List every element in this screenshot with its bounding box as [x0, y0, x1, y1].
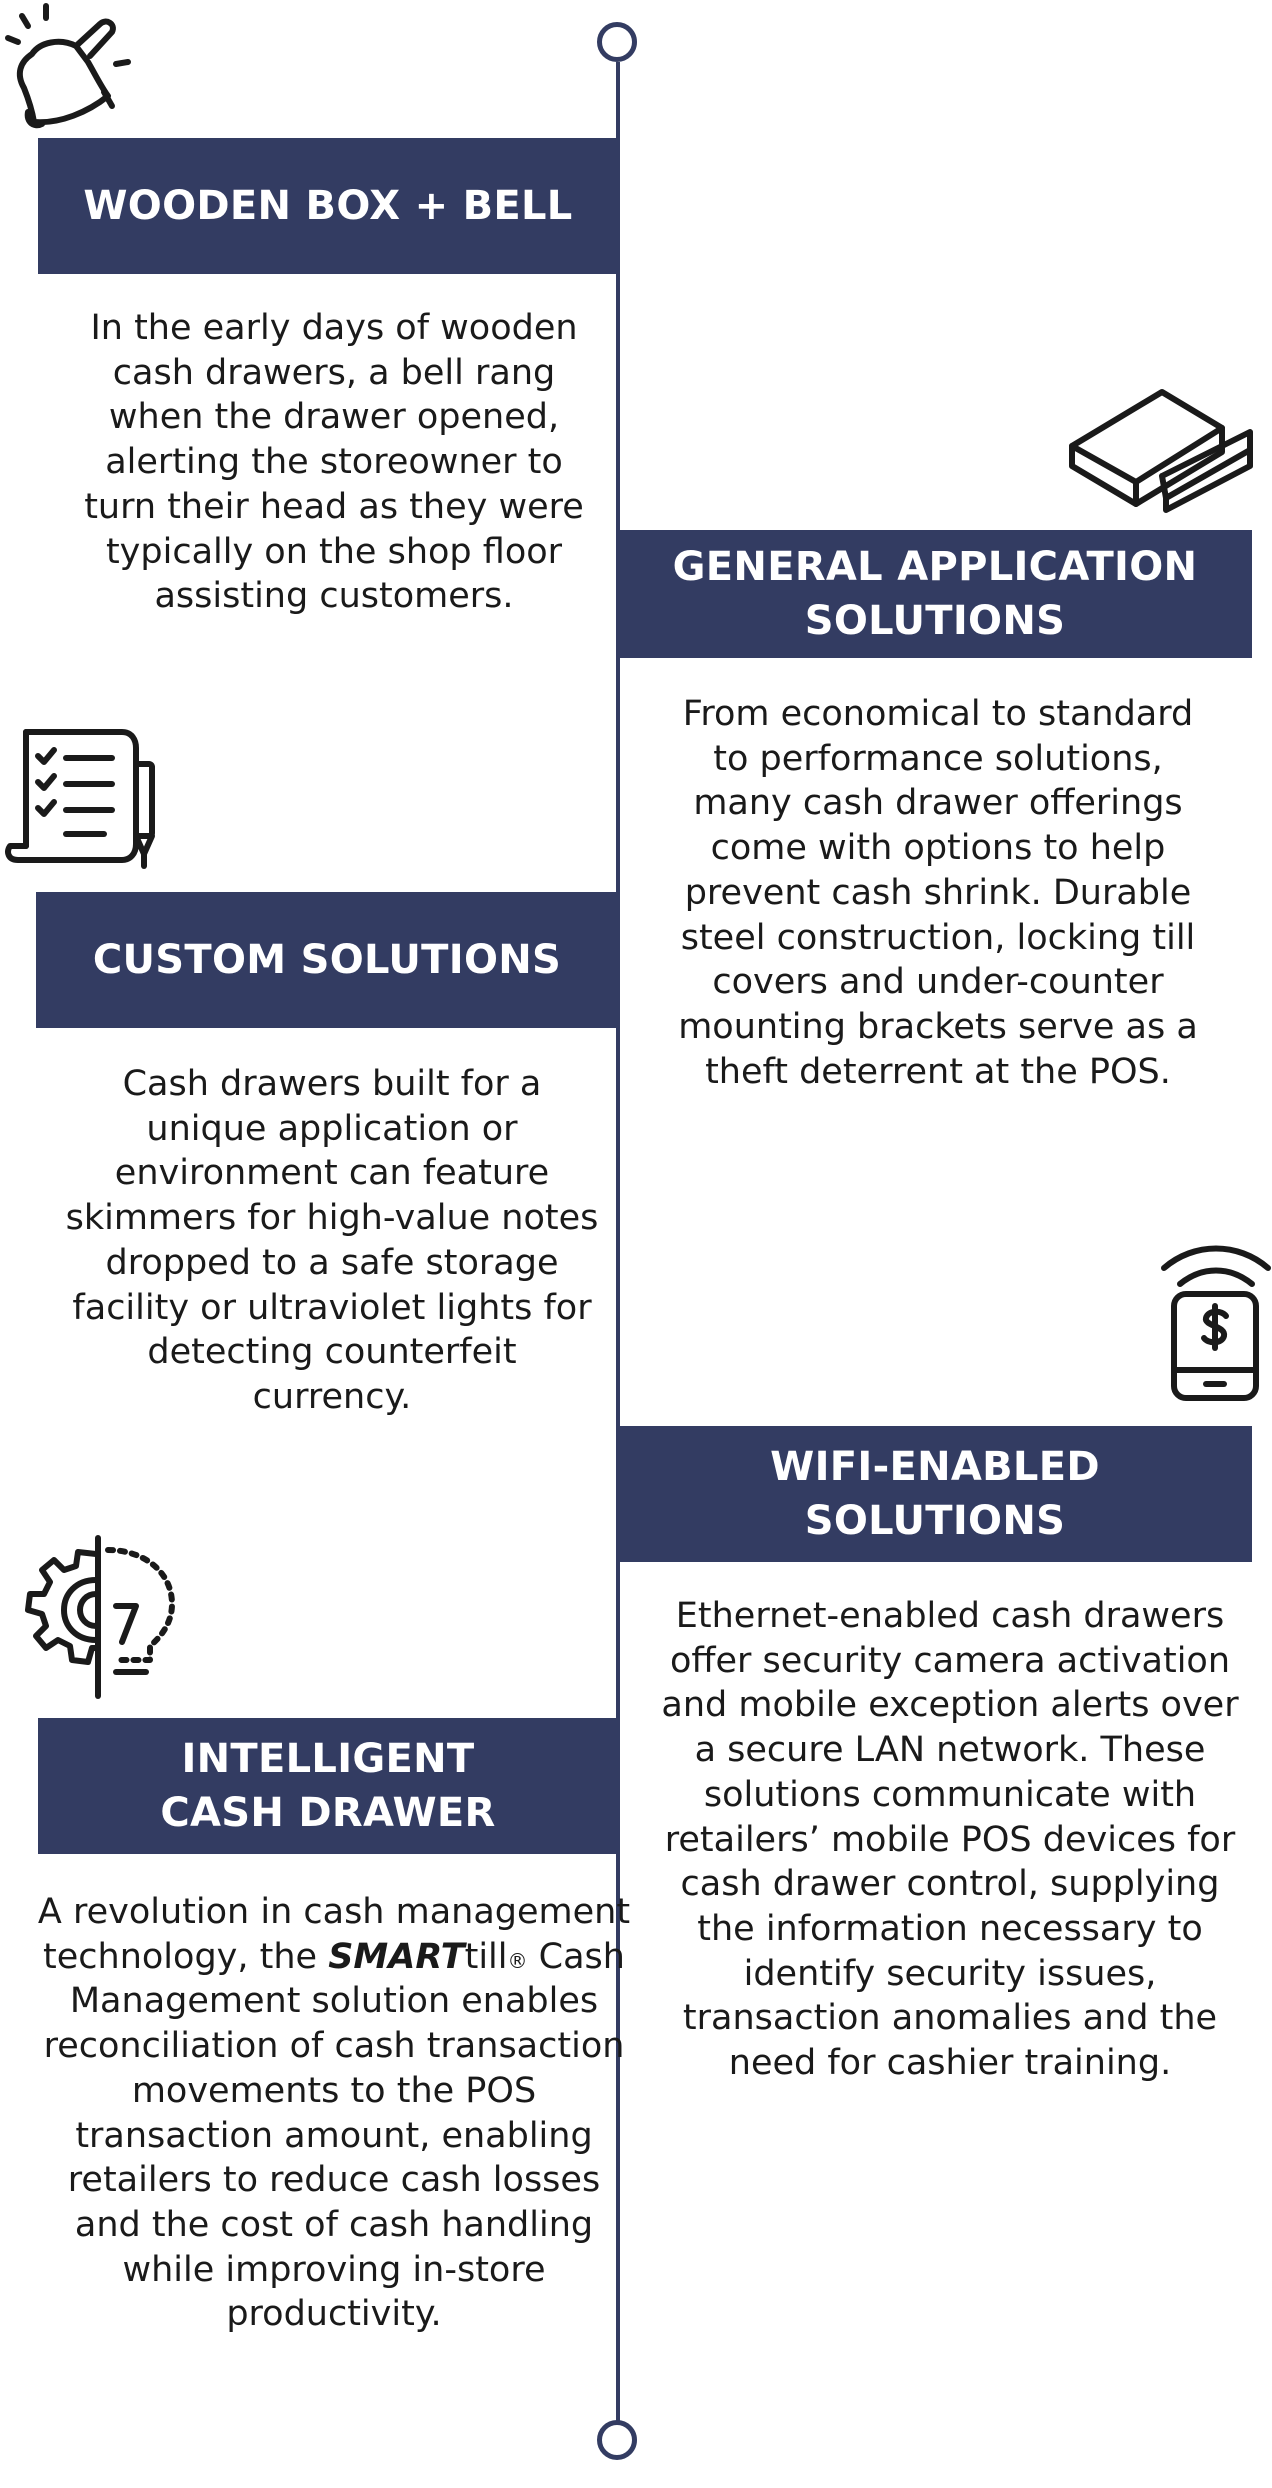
brand-name-rest: till	[464, 1936, 508, 1977]
section-body-custom-solutions: Cash drawers built for a unique application or environment can feature skimmers for high-value notes dropped to a safe storage facility or ultraviolet lights for detecting counterfeit currency.	[65, 1064, 599, 1417]
section-title: WOODEN BOX + BELL	[83, 183, 573, 229]
section-banner-wooden-box-bell	[38, 138, 618, 274]
bell-icon	[4, 2, 136, 132]
section-title-line1: WIFI-ENABLED	[770, 1444, 1100, 1490]
section-body-intelligent-cash-drawer	[36, 1890, 632, 2337]
cash-drawer-icon	[1066, 386, 1258, 520]
body-main-text: Cash Management solution enables reconciliation of cash transaction movements to the POS transaction amount, enabling retailers to reduce cash losses and the cost of cash handling while improving in-store productivity.	[43, 1936, 625, 2335]
section-title-line1: GENERAL APPLICATION	[672, 544, 1198, 590]
gear-lightbulb-icon	[4, 1530, 178, 1700]
section-title-line2: CASH DRAWER	[160, 1790, 496, 1836]
timeline-start-circle	[597, 22, 637, 62]
section-body-general-application: From economical to standard to performance solutions, many cash drawer offerings come with options to help prevent cash shrink. Durable steel construction, locking till covers and under-counter mounting brackets serve as a theft deterrent at the POS.	[678, 694, 1198, 1092]
phone-wifi-dollar-icon	[1158, 1244, 1272, 1404]
section-title-line1: INTELLIGENT	[181, 1736, 475, 1782]
section-title-line2: SOLUTIONS	[804, 1498, 1066, 1544]
section-body-wifi-enabled: Ethernet-enabled cash drawers offer security camera activation and mobile exception alerts over a secure LAN network. These solutions communicate with retailers’ mobile POS devices for cash drawer control, supplying the information necessary to identify security issues, transaction anomalies and the need for cashier training.	[661, 1596, 1239, 2084]
section-banner-wifi-enabled	[618, 1426, 1252, 1562]
body-intro-text: A revolution in cash management technology, the	[37, 1892, 631, 1977]
section-body-wooden-box-bell: In the early days of wooden cash drawers, a bell rang when the drawer opened, alerting the storeowner to turn their head as they were typically on the shop floor assisting customers.	[84, 308, 584, 617]
checklist-pen-icon	[4, 726, 158, 870]
section-banner-custom-solutions	[36, 892, 618, 1028]
timeline-end-circle	[597, 2420, 637, 2460]
section-title-line2: SOLUTIONS	[804, 598, 1066, 644]
section-title: CUSTOM SOLUTIONS	[92, 937, 562, 983]
section-banner-intelligent-cash-drawer	[38, 1718, 618, 1854]
brand-name: SMART	[328, 1936, 465, 1977]
section-banner-general-application	[618, 530, 1252, 658]
registered-mark: ®	[507, 1948, 528, 1973]
